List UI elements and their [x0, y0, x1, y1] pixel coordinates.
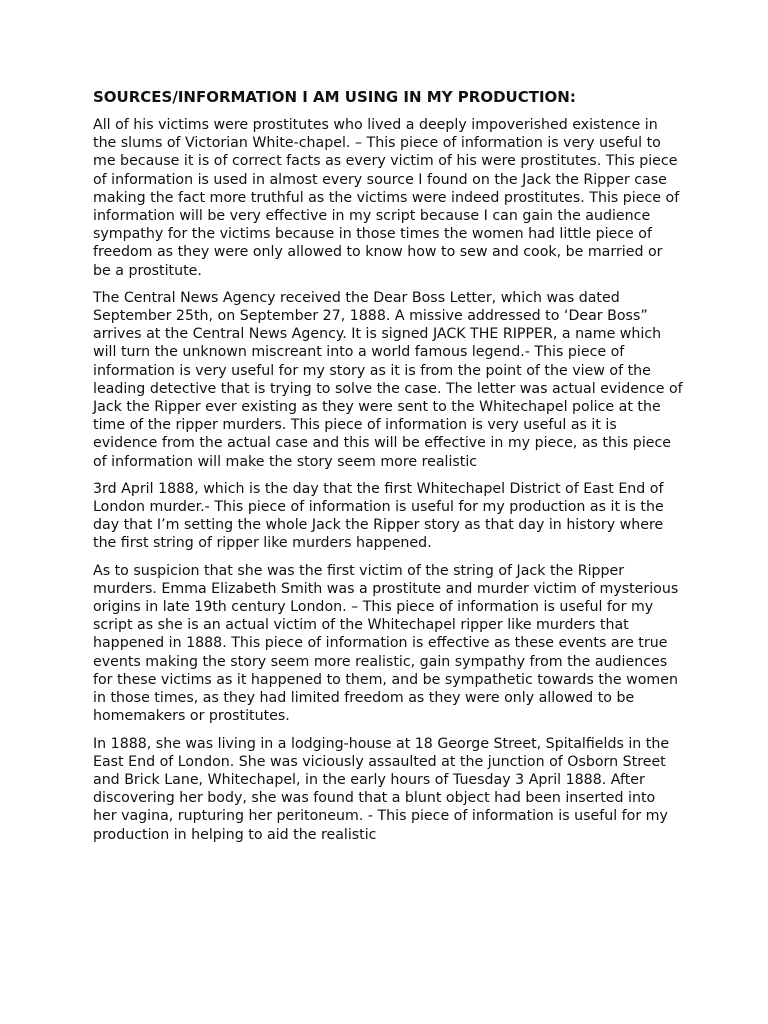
paragraph-victims: All of his victims were prostitutes who lived a deeply impoverished existence in the slums of Victorian White-chapel. – This piece of information is very useful to me because it is of correct facts as every victim of his were prostitutes. This piece of information is used in almost every source I found on the Jack the Ripper case making the fact more truthful as the victims were indeed prostitutes. This piece of information will be very effective in my script because I can gain the audience sympathy for the victims because in those times the women had little piece of freedom as they were only allowed to know how to sew and cook, be married or be a prostitute. [93, 117, 680, 279]
document-page [93, 86, 683, 853]
paragraph-lodging-house: In 1888, she was living in a lodging-house at 18 George Street, Spitalfields in the East End of London. She was viciously assaulted at the junction of Osborn Street and Brick Lane, Whitechapel, in the early hours of Tuesday 3 April 1888. After discovering her body, she was found that a blunt object had been inserted into her vagina, rupturing her peritoneum. - This piece of information is useful for my production in helping to aid the realistic [93, 735, 670, 843]
paragraph-dear-boss-letter: The Central News Agency received the Dear Boss Letter, which was dated September 25th, on September 27, 1888. A missive addressed to ‘Dear Boss” arrives at the Central News Agency. It is signed JACK THE RIPPER, a name which will turn the unknown miscreant into a world famous legend.- This piece of information is very useful for my story as it is from the point of the view of the leading detective that is trying to solve the case. The letter was actual evidence of Jack the Ripper ever existing as they were sent to the Whitechapel police at the time of the ripper murders. This piece of information is very useful as it is evidence from the actual case and this will be effective in my piece, as this piece of information will make the story seem more realistic [93, 289, 683, 470]
page-title: SOURCES/INFORMATION I AM USING IN MY PRODUCTION: [93, 88, 576, 106]
paragraph-emma-smith: As to suspicion that she was the first victim of the string of Jack the Ripper murders. Emma Elizabeth Smith was a prostitute and murder victim of mysterious origins in late 19th century London. – This piece of information is useful for my script as she is an actual victim of the Whitechapel ripper like murders that happened in 1888. This piece of information is effective as these events are true events making the story seem more realistic, gain sympathy from the audiences for these victims as it happened to them, and be sympathetic towards the women in those times, as they had limited freedom as they were only allowed to be homemakers or prostitutes. [93, 562, 679, 725]
paragraph-first-murder-date: 3rd April 1888, which is the day that the first Whitechapel District of East End of London murder.- This piece of information is useful for my production as it is the day that I’m setting the whole Jack the Ripper story as that day in history where the first string of ripper like murders happened. [93, 480, 664, 552]
